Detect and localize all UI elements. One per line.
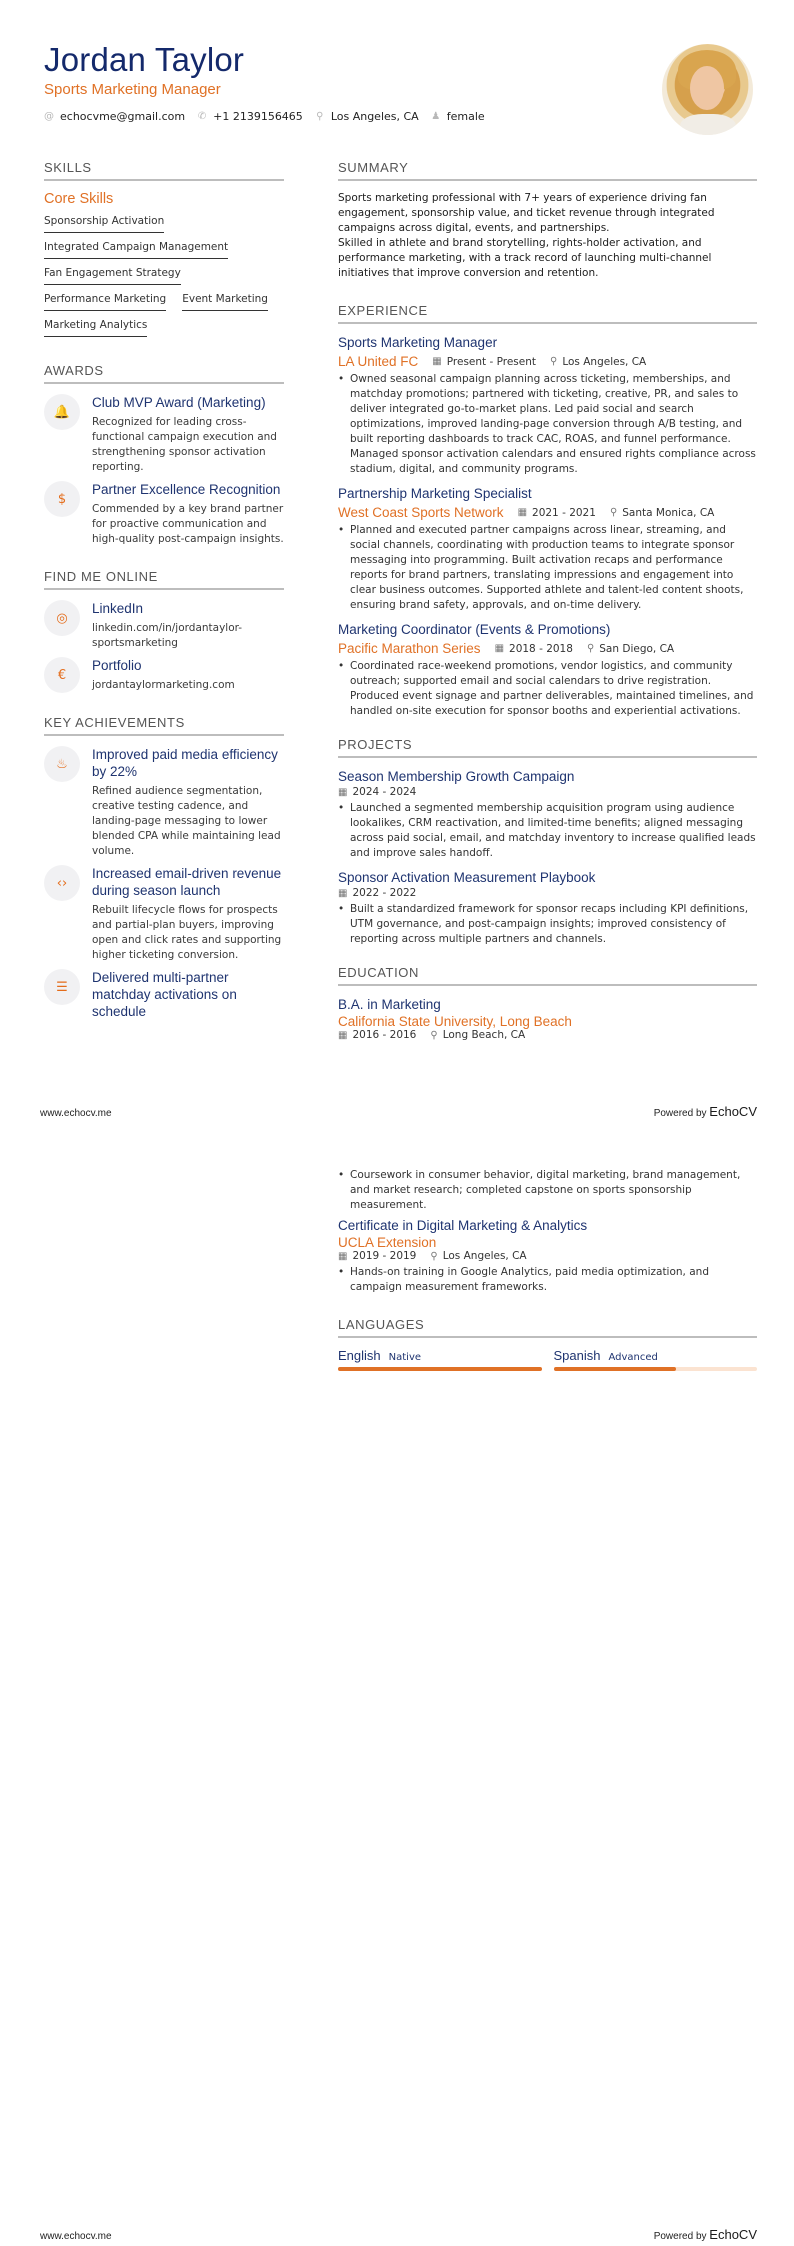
location-pin-icon: ⚲: [430, 1029, 438, 1041]
section-title-awards: AWARDS: [44, 363, 284, 384]
contact-location: [315, 110, 419, 123]
project-item: [338, 869, 757, 947]
job-dates: 2018 - 2018: [509, 642, 573, 655]
online-section: [44, 569, 284, 693]
page-footer: [40, 1104, 757, 1119]
brand-name: EchoCV: [709, 1104, 757, 1119]
skill-tag: Marketing Analytics: [44, 315, 147, 337]
achievement-title: Delivered multi-partner matchday activations on schedule: [92, 970, 237, 1019]
gender-value: female: [446, 110, 485, 123]
section-title-achievements: KEY ACHIEVEMENTS: [44, 715, 284, 736]
resume-page-2: [0, 1123, 794, 2246]
job-title: Sports Marketing Manager: [338, 335, 498, 350]
right-column: [338, 160, 757, 1049]
footer-url[interactable]: www.echocv.me: [40, 2231, 112, 2242]
degree-title: B.A. in Marketing: [338, 997, 441, 1012]
job-bullet: • Coordinated race-weekend promotions, vendor logistics, and community outreach; supported email and social calendars to drive registration. Produced event signage and partner deliverables, maintained timelines, and handled on-site execution for sponsor booths and experiential activations.: [338, 659, 757, 719]
language-item: [554, 1348, 758, 1371]
avatar: [662, 44, 753, 135]
section-title-languages: LANGUAGES: [338, 1317, 757, 1338]
experience-item: [338, 621, 757, 719]
dollar-coin-icon: $: [44, 481, 80, 517]
job-location: Santa Monica, CA: [622, 506, 715, 519]
language-name: Spanish: [553, 1348, 601, 1363]
education-location: Long Beach, CA: [442, 1029, 526, 1041]
job-location: San Diego, CA: [599, 642, 675, 655]
projects-section: [338, 737, 757, 947]
brand-name: EchoCV: [709, 2227, 757, 2242]
experience-section: [338, 303, 757, 719]
phone-value: +1 2139156465: [213, 110, 303, 123]
job-title: Partnership Marketing Specialist: [338, 486, 532, 501]
languages-section: [338, 1317, 757, 1371]
left-column: [44, 160, 284, 1026]
skills-section: [44, 160, 284, 341]
achievement-item: [44, 865, 284, 963]
project-dates: 2022 - 2022: [352, 887, 417, 899]
award-item: [44, 481, 284, 547]
language-proficiency-bar: [554, 1367, 758, 1371]
calendar-icon: ▦: [494, 643, 505, 654]
resume-header: [44, 40, 485, 123]
right-column-continued: [338, 1165, 757, 1371]
footer-url[interactable]: www.echocv.me: [40, 1108, 112, 1119]
education-item: [338, 1217, 757, 1295]
project-item: [338, 768, 757, 861]
achievement-item: [44, 969, 284, 1020]
section-title-summary: SUMMARY: [338, 160, 757, 181]
job-dates: 2021 - 2021: [532, 506, 596, 519]
degree-title: Certificate in Digital Marketing & Analytics: [338, 1218, 588, 1233]
job-title: Marketing Coordinator (Events & Promotions): [338, 622, 611, 637]
online-link[interactable]: jordantaylormarketing.com: [92, 679, 235, 691]
education-location: Los Angeles, CA: [442, 1250, 527, 1262]
achievement-title: Increased email-driven revenue during season launch: [92, 866, 282, 898]
achievement-desc: Rebuilt lifecycle flows for prospects and partial-plan buyers, improving open and click rates and supporting higher ticketing conversion.: [92, 904, 282, 961]
education-bullet: • Coursework in consumer behavior, digital marketing, brand management, and market research; completed capstone on sports sponsorship measurement.: [338, 1168, 757, 1213]
contact-gender: [431, 110, 485, 123]
online-title: LinkedIn: [92, 601, 144, 616]
language-name: English: [338, 1348, 381, 1363]
award-desc: Commended by a key brand partner for proactive communication and high-quality post-campaign insights.: [92, 503, 284, 545]
job-dates: Present - Present: [446, 355, 537, 368]
calendar-icon: ▦: [338, 887, 348, 899]
summary-section: [338, 160, 757, 281]
page-footer: [40, 2227, 757, 2242]
skill-list: [44, 211, 284, 341]
code-icon: ‹›: [44, 865, 80, 901]
location-pin-icon: ⚲: [609, 507, 618, 518]
calendar-icon: ▦: [338, 786, 348, 798]
bell-icon: 🔔: [44, 394, 80, 430]
location-pin-icon: ⚲: [550, 356, 558, 367]
summary-paragraph: Sports marketing professional with 7+ years of experience driving fan engagement, sponsorship value, and ticket revenue through integrated campaigns across digital, events, and partnerships.: [338, 192, 715, 234]
online-item-linkedin[interactable]: [44, 600, 284, 651]
online-title: Portfolio: [92, 658, 142, 673]
section-title-projects: PROJECTS: [338, 737, 757, 758]
skill-tag: Integrated Campaign Management: [44, 237, 228, 259]
award-title: Partner Excellence Recognition: [92, 482, 281, 497]
contact-email[interactable]: [44, 110, 185, 123]
skill-tag: Sponsorship Activation: [44, 211, 164, 233]
database-icon: ☰: [44, 969, 80, 1005]
language-proficiency-bar: [338, 1367, 542, 1371]
powered-by: Powered by EchoCV: [653, 1104, 757, 1119]
euro-coin-icon: €: [44, 657, 80, 693]
award-title: Club MVP Award (Marketing): [92, 395, 266, 410]
project-dates: 2024 - 2024: [352, 786, 417, 798]
summary-paragraph: Skilled in athlete and brand storytelling, rights-holder activation, and performance marketing, with a track record of launching multi-channel initiatives that improve conversion and retention.: [338, 237, 712, 279]
project-title: Season Membership Growth Campaign: [338, 769, 575, 784]
school-name: California State University, Long Beach: [338, 1014, 572, 1029]
education-dates: 2019 - 2019: [352, 1250, 417, 1262]
contact-list: [44, 110, 485, 123]
calendar-icon: ▦: [338, 1029, 348, 1041]
job-bullet: • Planned and executed partner campaigns across linear, streaming, and social channels, coordinating with production teams to integrate sponsor messaging into programming. Built activation recaps and performance reports for brand partners, translating impressions and engagement into clear business outcomes. Supported athlete and talent-led content shoots, ensuring brand safety, approvals, and on-time delivery.: [338, 523, 757, 613]
person-icon: ♟: [431, 111, 441, 122]
project-bullet: • Launched a segmented membership acquisition program using audience lookalikes, CRM reactivation, and limited-time benefits; aligned messaging across paid social, email, and matchday inventory to increase qualified leads and improve sales handoff.: [338, 801, 757, 861]
education-section: [338, 965, 757, 1041]
awards-section: [44, 363, 284, 547]
achievement-desc: Refined audience segmentation, creative testing cadence, and landing-page messaging to lower blended CPA while maintaining lead volume.: [92, 785, 281, 857]
experience-item: [338, 334, 757, 477]
calendar-icon: ▦: [432, 356, 442, 367]
experience-item: [338, 485, 757, 613]
language-item: [338, 1348, 542, 1371]
achievements-section: [44, 715, 284, 1020]
award-desc: Recognized for leading cross-functional campaign execution and strengthening sponsor activation reporting.: [92, 416, 277, 473]
section-title-skills: SKILLS: [44, 160, 284, 181]
education-item: [338, 996, 757, 1041]
section-title-education: EDUCATION: [338, 965, 757, 986]
job-company: LA United FC: [338, 354, 419, 369]
job-company: West Coast Sports Network: [338, 505, 504, 520]
at-icon: @: [44, 111, 54, 122]
online-link[interactable]: linkedin.com/in/jordantaylor-sportsmarketing: [92, 622, 243, 649]
job-company: Pacific Marathon Series: [338, 641, 481, 656]
job-location: Los Angeles, CA: [562, 355, 647, 368]
language-level: Native: [388, 1352, 422, 1363]
achievement-item: [44, 746, 284, 859]
project-bullet: • Built a standardized framework for sponsor recaps including KPI definitions, UTM governance, and post-campaign insights; improved consistency of reporting across multiple partners and channels.: [338, 902, 757, 947]
job-bullet: • Owned seasonal campaign planning across ticketing, memberships, and matchday promotions; partnered with ticketing, creative, PR, and sales to deliver integrated go-to-market plans. Led paid social and search optimizations, improved landing-page conversion through A/B testing, and built reporting dashboards to track CAC, ROAS, and funnel performance. Managed sponsor activation calendars and ensured rights compliance across stadium, digital, and community programs.: [338, 372, 757, 477]
contact-phone[interactable]: [197, 110, 303, 123]
achievement-title: Improved paid media efficiency by 22%: [92, 747, 278, 779]
skill-tag: Event Marketing: [182, 289, 268, 311]
language-level: Advanced: [608, 1352, 658, 1363]
education-dates: 2016 - 2016: [352, 1029, 417, 1041]
powered-by: Powered by EchoCV: [653, 2227, 757, 2242]
skill-tag: Performance Marketing: [44, 289, 166, 311]
location-pin-icon: ⚲: [430, 1250, 438, 1262]
calendar-icon: ▦: [517, 507, 528, 518]
candidate-name: Jordan Taylor: [44, 41, 245, 78]
award-item: [44, 394, 284, 475]
location-pin-icon: ⚲: [586, 643, 595, 654]
linkedin-icon: ◎: [44, 600, 80, 636]
calendar-icon: ▦: [338, 1250, 348, 1262]
education-bullet: • Hands-on training in Google Analytics, paid media optimization, and campaign measurement frameworks.: [338, 1265, 757, 1295]
skill-tag: Fan Engagement Strategy: [44, 263, 181, 285]
phone-icon: ✆: [197, 111, 207, 122]
section-title-experience: EXPERIENCE: [338, 303, 757, 324]
core-skills-heading: Core Skills: [44, 191, 114, 207]
online-item-portfolio[interactable]: [44, 657, 284, 693]
location-value: Los Angeles, CA: [330, 110, 419, 123]
project-title: Sponsor Activation Measurement Playbook: [338, 870, 596, 885]
candidate-role: Sports Marketing Manager: [44, 81, 221, 98]
school-name: UCLA Extension: [338, 1235, 437, 1250]
location-pin-icon: ⚲: [316, 111, 324, 122]
cake-icon: ♨: [44, 746, 80, 782]
section-title-online: FIND ME ONLINE: [44, 569, 284, 590]
email-value: echocvme@gmail.com: [60, 110, 186, 123]
